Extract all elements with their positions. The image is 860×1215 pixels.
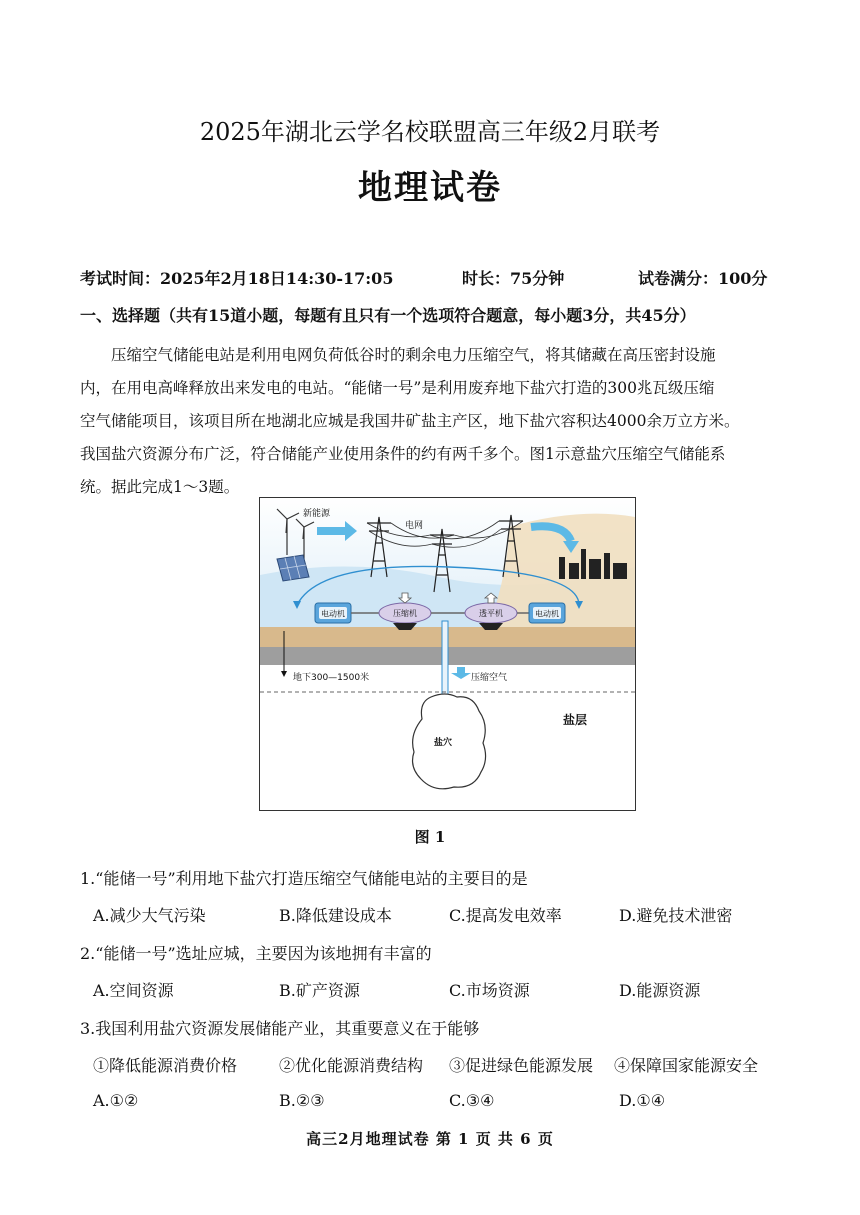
section-heading: 一、选择题（共有15道小题，每题有且只有一个选项符合题意，每小题3分，共45分） — [80, 306, 696, 325]
passage-line: 空气储能项目，该项目所在地湖北应城是我国井矿盐主产区，地下盐穴容积达4000余万立方米。 — [80, 412, 740, 430]
question-2-option-c[interactable]: C.市场资源 — [449, 981, 530, 1000]
solar-panel-icon — [277, 555, 309, 581]
label-compressed-air: 压缩空气 — [471, 673, 508, 683]
question-1-option-a[interactable]: A.减少大气污染 — [93, 906, 206, 925]
question-2-option-b[interactable]: B.矿产资源 — [279, 981, 360, 1000]
question-1-stem: 1.“能储一号”利用地下盐穴打造压缩空气储能电站的主要目的是 — [80, 869, 528, 888]
passage — [80, 339, 780, 504]
question-3-stem: 3.我国利用盐穴资源发展储能产业，其重要意义在于能够 — [80, 1019, 480, 1038]
exam-duration: 时长：75分钟 — [462, 269, 565, 288]
question-3-statement-2: ②优化能源消费结构 — [279, 1056, 424, 1075]
label-salt-cavern: 盐穴 — [433, 738, 453, 748]
label-new-energy: 新能源 — [303, 509, 331, 519]
question-3-statement-1: ①降低能源消费价格 — [93, 1056, 238, 1075]
page-footer: 高三2月地理试卷 第 1 页 共 6 页 — [306, 1130, 554, 1148]
exam-time: 考试时间：2025年2月18日14:30-17:05 — [80, 269, 394, 288]
question-3-option-b[interactable]: B.②③ — [279, 1091, 325, 1110]
figure-1-diagram — [259, 497, 636, 811]
question-2-option-d[interactable]: D.能源资源 — [619, 981, 701, 1000]
question-2-option-a[interactable]: A.空间资源 — [93, 981, 174, 1000]
label-motor-left: 电动机 — [321, 609, 345, 619]
motor-right — [529, 603, 565, 623]
question-3-statement-3: ③促进绿色能源发展 — [449, 1056, 594, 1075]
label-compressor: 压缩机 — [393, 609, 417, 618]
exam-full-score: 试卷满分：100分 — [638, 269, 768, 288]
passage-line: 内，在用电高峰释放出来发电的电站。“能储一号”是利用废弃地下盐穴打造的300兆瓦级压缩 — [80, 379, 715, 397]
question-1-option-b[interactable]: B.降低建设成本 — [279, 906, 392, 925]
question-3-option-d[interactable]: D.①④ — [619, 1091, 666, 1110]
motor-left — [315, 603, 351, 623]
passage-line: 统。据此完成1～3题。 — [80, 478, 240, 496]
label-turbine: 透平机 — [479, 609, 503, 618]
question-1-option-c[interactable]: C.提高发电效率 — [449, 906, 562, 925]
question-3-option-a[interactable]: A.①② — [93, 1091, 139, 1110]
figure-caption: 图 1 — [414, 828, 446, 846]
passage-line: 我国盐穴资源分布广泛，符合储能产业使用条件的约有两千多个。图1示意盐穴压缩空气储能系 — [80, 445, 726, 463]
label-salt-layer: 盐层 — [563, 713, 588, 727]
label-motor-right: 电动机 — [535, 609, 559, 619]
exam-name: 2025年湖北云学名校联盟高三年级2月联考 — [199, 118, 661, 146]
label-depth: 地下300—1500米 — [293, 673, 370, 683]
question-2-stem: 2.“能储一号”选址应城，主要因为该地拥有丰富的 — [80, 944, 432, 963]
subject-title: 地理试卷 — [358, 168, 502, 208]
passage-line: 压缩空气储能电站是利用电网负荷低谷时的剩余电力压缩空气，将其储藏在高压密封设施 — [111, 346, 716, 364]
question-3-statement-4: ④保障国家能源安全 — [614, 1056, 759, 1075]
label-grid: 电网 — [405, 521, 424, 531]
question-3-option-c[interactable]: C.③④ — [449, 1091, 495, 1110]
question-1-option-d[interactable]: D.避免技术泄密 — [619, 906, 733, 925]
